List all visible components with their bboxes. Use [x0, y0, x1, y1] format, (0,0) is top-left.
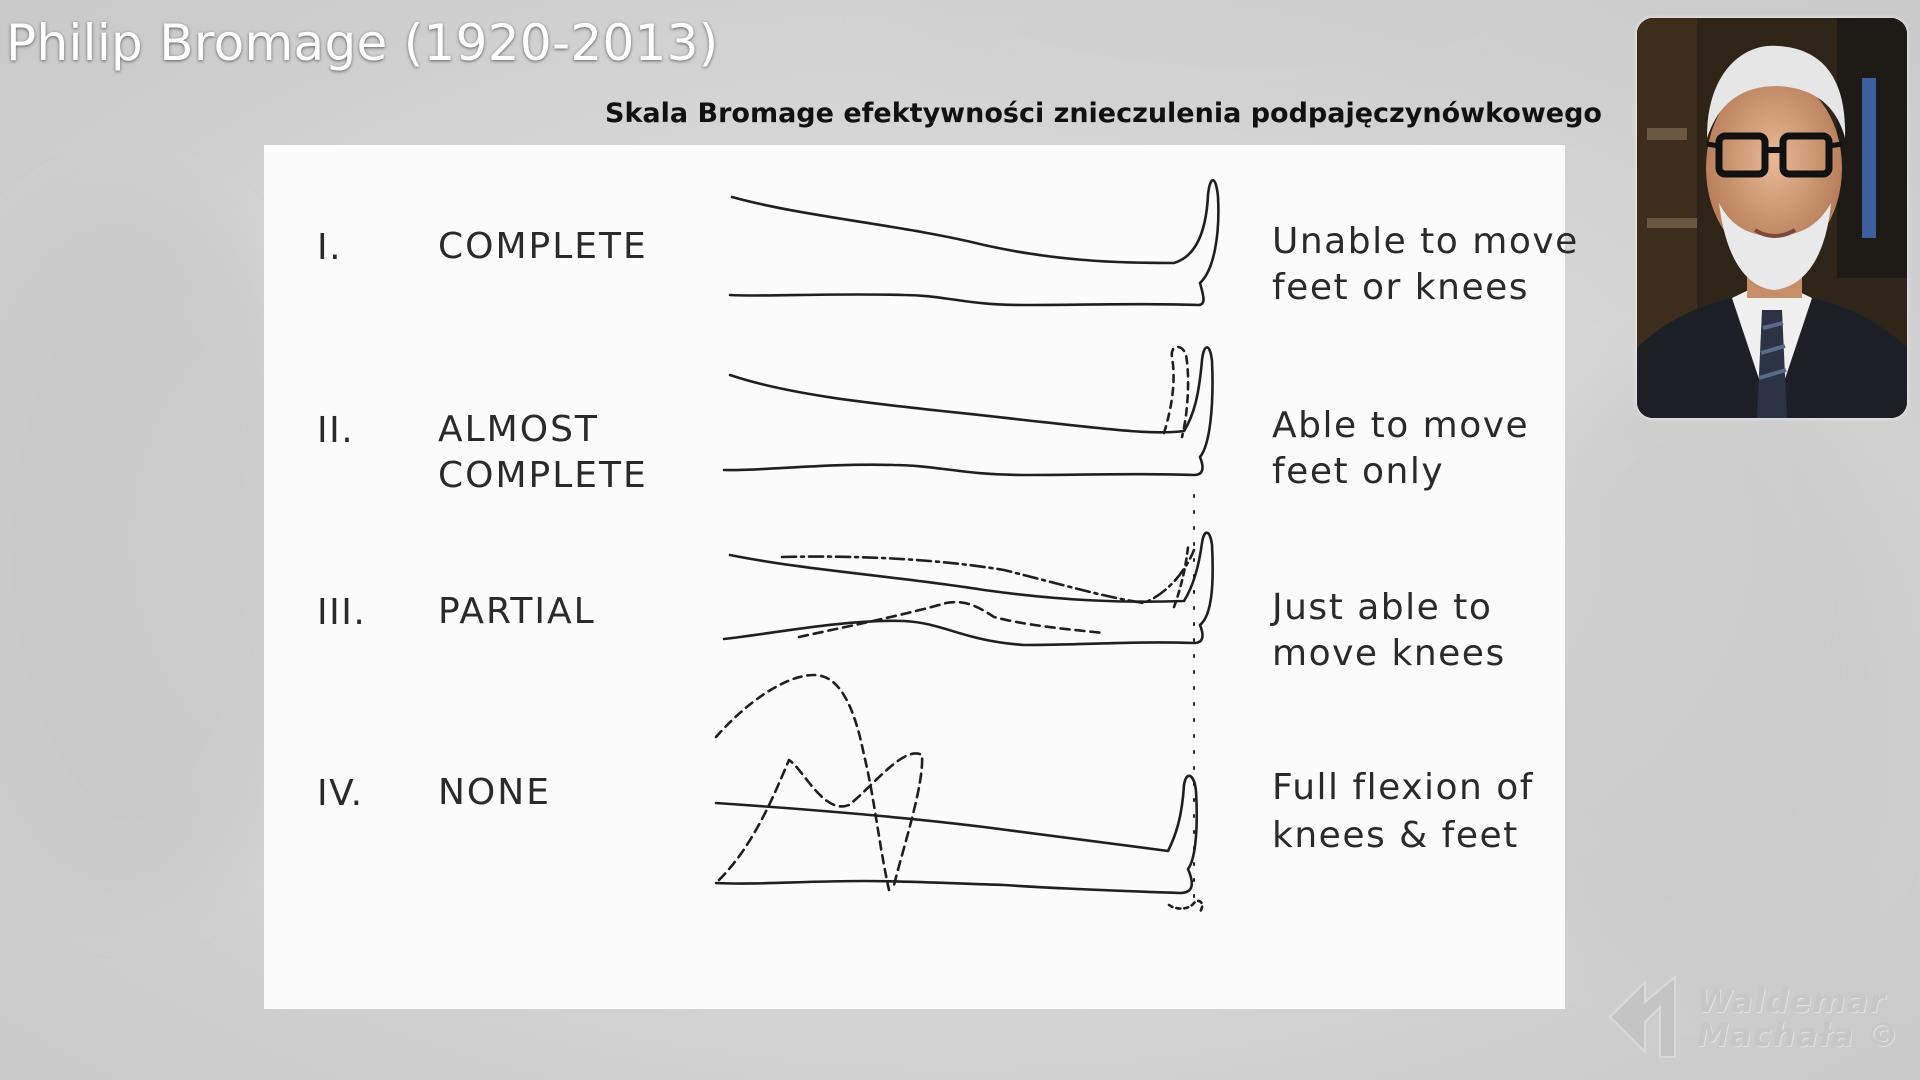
leg-drawing-complete	[730, 180, 1218, 305]
row-4-name: NONE	[438, 772, 551, 813]
row-3-name: PARTIAL	[438, 591, 596, 632]
row-2-description-line-2: feet only	[1272, 451, 1445, 492]
row-3-description-line-2: move knees	[1272, 633, 1506, 674]
author-watermark	[1605, 972, 1905, 1062]
row-1-name: COMPLETE	[438, 226, 648, 267]
row-2-name-line-2: COMPLETE	[438, 455, 648, 496]
leg-drawing-partial	[724, 533, 1213, 645]
row-3-description-line-1: Just able to	[1272, 587, 1493, 628]
watermark-text-line-1: Waldemar	[1697, 982, 1887, 1020]
row-3-numeral: III.	[317, 592, 367, 633]
watermark-logo-icon	[1605, 972, 1695, 1062]
leg-drawing-none	[716, 675, 1202, 913]
row-1-description-line-1: Unable to move	[1272, 221, 1579, 262]
leg-drawing-almost-complete	[724, 347, 1213, 475]
row-4-description-line-1: Full flexion of	[1272, 767, 1534, 808]
bromage-scale-figure	[264, 145, 1579, 1009]
row-1-numeral: I.	[317, 227, 343, 268]
person-portrait-icon	[1637, 18, 1907, 418]
slide-subtitle: Skala Bromage efektywności znieczulenia podpajęczynówkowego	[605, 98, 1602, 129]
slide-title: Philip Bromage (1920-2013)	[6, 14, 719, 72]
row-4-numeral: IV.	[317, 773, 364, 814]
row-2-name-line-1: ALMOST	[438, 409, 599, 450]
row-2-description-line-1: Able to move	[1272, 405, 1530, 446]
row-1-description-line-2: feet or knees	[1272, 267, 1530, 308]
leg-diagrams	[264, 145, 1565, 1009]
portrait-photo	[1637, 18, 1907, 418]
row-4-description-line-2: knees & feet	[1272, 815, 1519, 856]
watermark-text-line-2: Machała ©	[1697, 1016, 1900, 1054]
row-2-numeral: II.	[317, 410, 355, 451]
